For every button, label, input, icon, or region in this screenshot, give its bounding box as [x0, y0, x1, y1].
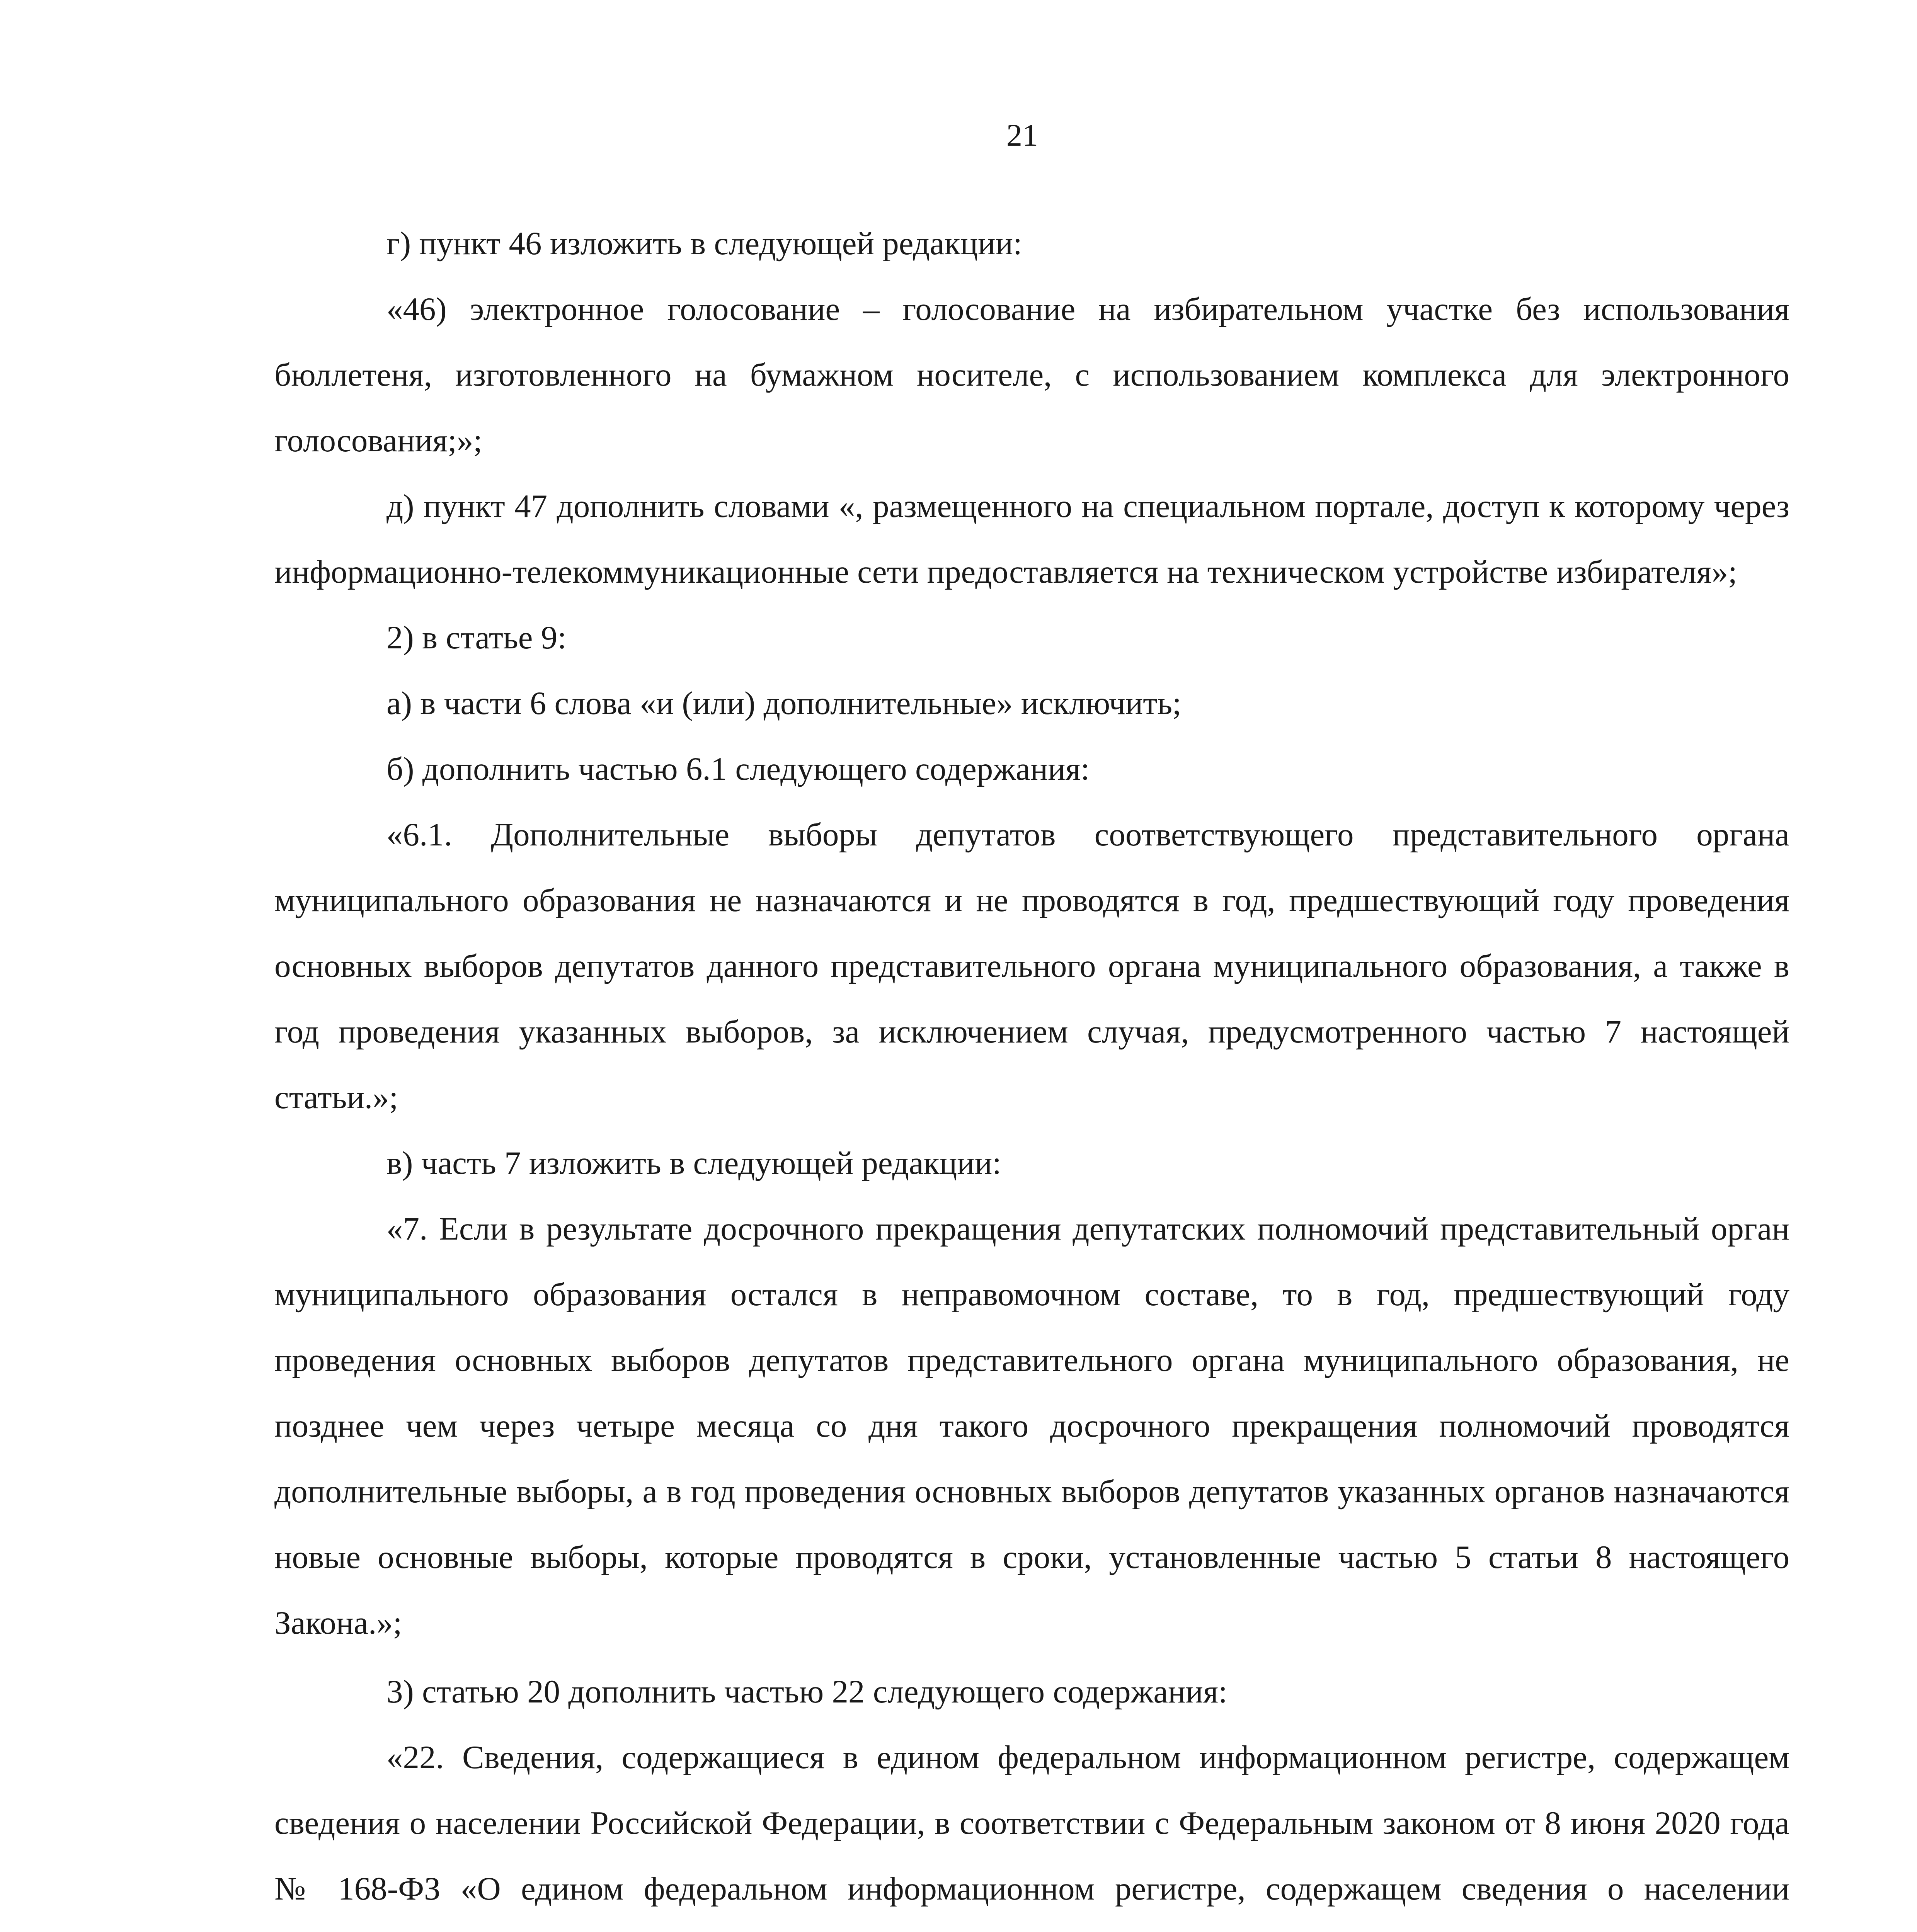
paragraph-item-46-text: «46) электронное голосование – голосование на избирательном участке без использования бюллетеня, изготовленного на бумажном носителе, с использованием комплекса для электронного голосования;»; [274, 291, 1789, 459]
paragraph-article-20: 3) статью 20 дополнить частью 22 следующего содержания: [386, 1673, 1227, 1710]
document-body [274, 211, 1789, 1932]
paragraph-part-6-1-text: «6.1. Дополнительные выборы депутатов соответствующего представительного органа муниципального образования не назначаются и не проводятся в год, предшествующий году проведения основных выборов депутатов данного представительного органа муниципального образования, а также в год проведения указанных выборов, за исключением случая, предусмотренного частью 7 настоящей статьи.»; [274, 816, 1789, 1116]
paragraph-amend-item-46: г) пункт 46 изложить в следующей редакции: [386, 225, 1022, 262]
paragraph-add-part-6-1: б) дополнить частью 6.1 следующего содержания: [386, 751, 1090, 787]
paragraph-amend-item-47: д) пункт 47 дополнить словами «, размещенного на специальном портале, доступ к которому через информационно-телекоммуникационные сети предоставляется на техническом устройстве избирателя»; [274, 488, 1789, 590]
paragraph-article-9: 2) в статье 9: [386, 619, 567, 656]
paragraph-part-7-amend: в) часть 7 изложить в следующей редакции: [386, 1145, 1001, 1181]
page-number: 21 [1006, 117, 1038, 153]
paragraph-part-7-text: «7. Если в результате досрочного прекращения депутатских полномочий представительный орган муниципального образования остался в неправомочном составе, то в год, предшествующий году проведения основных выборов депутатов представительного органа муниципального образования, не позднее чем через четыре месяца со дня такого досрочного прекращения полномочий проводятся дополнительные выборы, а в год проведения основных выборов депутатов указанных органов назначаются новые основные выборы, которые проводятся в сроки, установленные частью 5 статьи 8 настоящего Закона.»; [274, 1211, 1789, 1641]
paragraph-part-6-exclude: а) в части 6 слова «и (или) дополнительные» исключить; [386, 685, 1182, 721]
paragraph-part-22-text: «22. Сведения, содержащиеся в едином федеральном информационном регистре, содержащем сведения о населении Российской Федерации, в соответствии с Федеральным законом от 8 июня 2020 года № 168-ФЗ «О едином федеральном информационном регистре, содержащем сведения о населении [274, 1739, 1789, 1907]
